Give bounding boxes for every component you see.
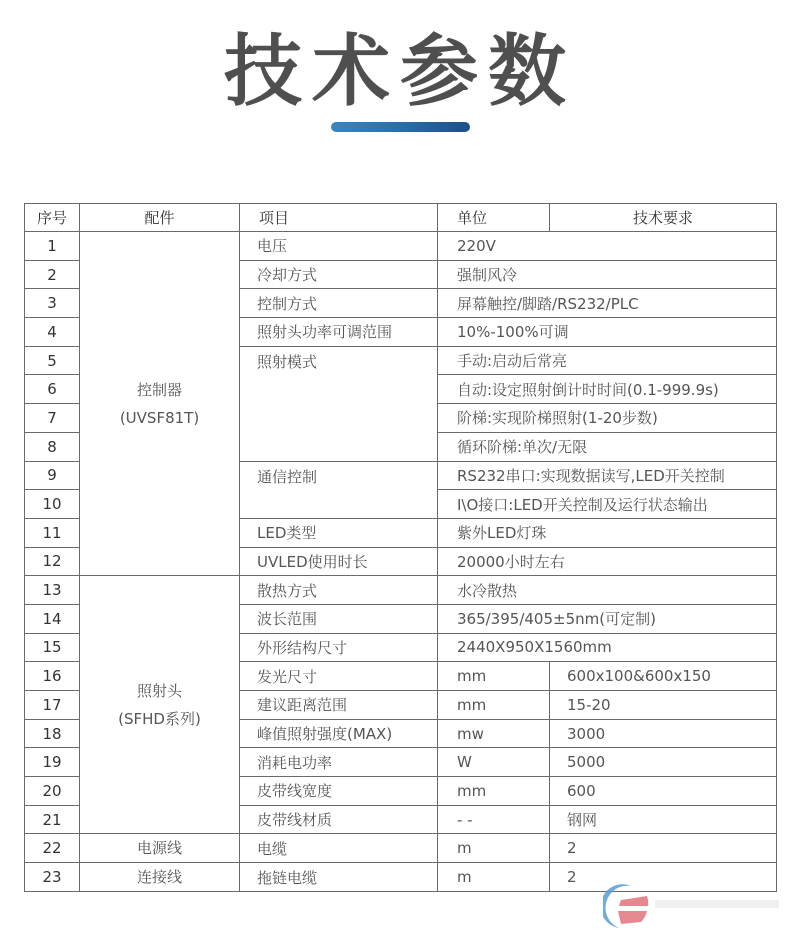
part-model: (UVSF81T) xyxy=(119,408,200,427)
row-no: 21 xyxy=(25,805,80,834)
part-controller xyxy=(80,232,240,576)
row-value: 10%-100%可调 xyxy=(438,318,777,347)
row-no: 17 xyxy=(25,691,80,720)
row-no: 16 xyxy=(25,662,80,691)
row-value: 自动:设定照射倒计时时间(0.1-999.9s) xyxy=(438,375,777,404)
row-unit: mm xyxy=(438,662,550,691)
row-no: 23 xyxy=(25,863,80,892)
row-value: 15-20 xyxy=(550,691,777,720)
part-name: 控制器 xyxy=(136,380,182,399)
row-value: 循环阶梯:单次/无限 xyxy=(438,432,777,461)
row-no: 12 xyxy=(25,547,80,576)
row-no: 6 xyxy=(25,375,80,404)
row-value: 阶梯:实现阶梯照射(1-20步数) xyxy=(438,404,777,433)
row-item: 峰值照射强度(MAX) xyxy=(240,719,438,748)
row-value: 2440X950X1560mm xyxy=(438,633,777,662)
row-no: 5 xyxy=(25,346,80,375)
row-value: 紫外LED灯珠 xyxy=(438,518,777,547)
row-item: UVLED使用时长 xyxy=(240,547,438,576)
row-no: 14 xyxy=(25,604,80,633)
row-value: I\O接口:LED开关控制及运行状态输出 xyxy=(438,490,777,519)
row-value: 220V xyxy=(438,232,777,261)
row-no: 19 xyxy=(25,748,80,777)
row-unit: - - xyxy=(438,805,550,834)
row-unit: m xyxy=(438,863,550,892)
title-underline xyxy=(331,122,470,132)
row-value: 2 xyxy=(550,863,777,892)
row-unit: W xyxy=(438,748,550,777)
row-value: 强制风冷 xyxy=(438,260,777,289)
row-value: 20000小时左右 xyxy=(438,547,777,576)
row-item: 消耗电功率 xyxy=(240,748,438,777)
row-item: 照射头功率可调范围 xyxy=(240,318,438,347)
row-value: 600 xyxy=(550,777,777,806)
row-unit: mw xyxy=(438,719,550,748)
row-no: 15 xyxy=(25,633,80,662)
row-unit: mm xyxy=(438,777,550,806)
page-title: 技术参数 xyxy=(223,27,576,117)
table-header-row xyxy=(25,204,777,232)
row-value: 5000 xyxy=(550,748,777,777)
row-no: 10 xyxy=(25,490,80,519)
row-item: 波长范围 xyxy=(240,604,438,633)
row-item: LED类型 xyxy=(240,518,438,547)
header-part: 配件 xyxy=(80,204,240,232)
row-no: 1 xyxy=(25,232,80,261)
table-row xyxy=(25,863,777,892)
watermark-text-blur xyxy=(655,900,779,908)
row-value: 钢网 xyxy=(550,805,777,834)
watermark-logo-icon xyxy=(603,884,653,930)
row-value: 3000 xyxy=(550,719,777,748)
row-item: 散热方式 xyxy=(240,576,438,605)
row-no: 3 xyxy=(25,289,80,318)
row-unit: m xyxy=(438,834,550,863)
part-irradiation-head xyxy=(80,576,240,834)
row-item: 发光尺寸 xyxy=(240,662,438,691)
part-name: 照射头 xyxy=(136,681,182,700)
spec-table xyxy=(24,203,777,892)
row-item: 外形结构尺寸 xyxy=(240,633,438,662)
table-row xyxy=(25,232,777,261)
row-item: 建议距离范围 xyxy=(240,691,438,720)
row-value: 365/395/405±5nm(可定制) xyxy=(438,604,777,633)
row-item: 控制方式 xyxy=(240,289,438,318)
row-no: 2 xyxy=(25,260,80,289)
row-item: 通信控制 xyxy=(240,461,438,518)
row-no: 4 xyxy=(25,318,80,347)
row-no: 9 xyxy=(25,461,80,490)
header-item: 项目 xyxy=(240,204,438,232)
row-item: 电缆 xyxy=(240,834,438,863)
row-value: 水冷散热 xyxy=(438,576,777,605)
row-no: 20 xyxy=(25,777,80,806)
row-item: 皮带线材质 xyxy=(240,805,438,834)
row-value: RS232串口:实现数据读写,LED开关控制 xyxy=(438,461,777,490)
row-value: 手动:启动后常亮 xyxy=(438,346,777,375)
row-item: 皮带线宽度 xyxy=(240,777,438,806)
row-no: 22 xyxy=(25,834,80,863)
row-value: 2 xyxy=(550,834,777,863)
row-item: 拖链电缆 xyxy=(240,863,438,892)
header-requirement: 技术要求 xyxy=(550,204,777,232)
row-item: 冷却方式 xyxy=(240,260,438,289)
row-no: 8 xyxy=(25,432,80,461)
row-no: 18 xyxy=(25,719,80,748)
row-unit: mm xyxy=(438,691,550,720)
header-no: 序号 xyxy=(25,204,80,232)
row-no: 13 xyxy=(25,576,80,605)
row-value: 600x100&600x150 xyxy=(550,662,777,691)
row-item: 电压 xyxy=(240,232,438,261)
part-connection-cable: 连接线 xyxy=(80,863,240,892)
row-no: 7 xyxy=(25,404,80,433)
row-value: 屏幕触控/脚踏/RS232/PLC xyxy=(438,289,777,318)
table-row xyxy=(25,834,777,863)
part-power-cable: 电源线 xyxy=(80,834,240,863)
table-row xyxy=(25,576,777,605)
row-item: 照射模式 xyxy=(240,346,438,461)
row-no: 11 xyxy=(25,518,80,547)
part-model: (SFHD系列) xyxy=(118,709,201,728)
header-unit: 单位 xyxy=(438,204,550,232)
